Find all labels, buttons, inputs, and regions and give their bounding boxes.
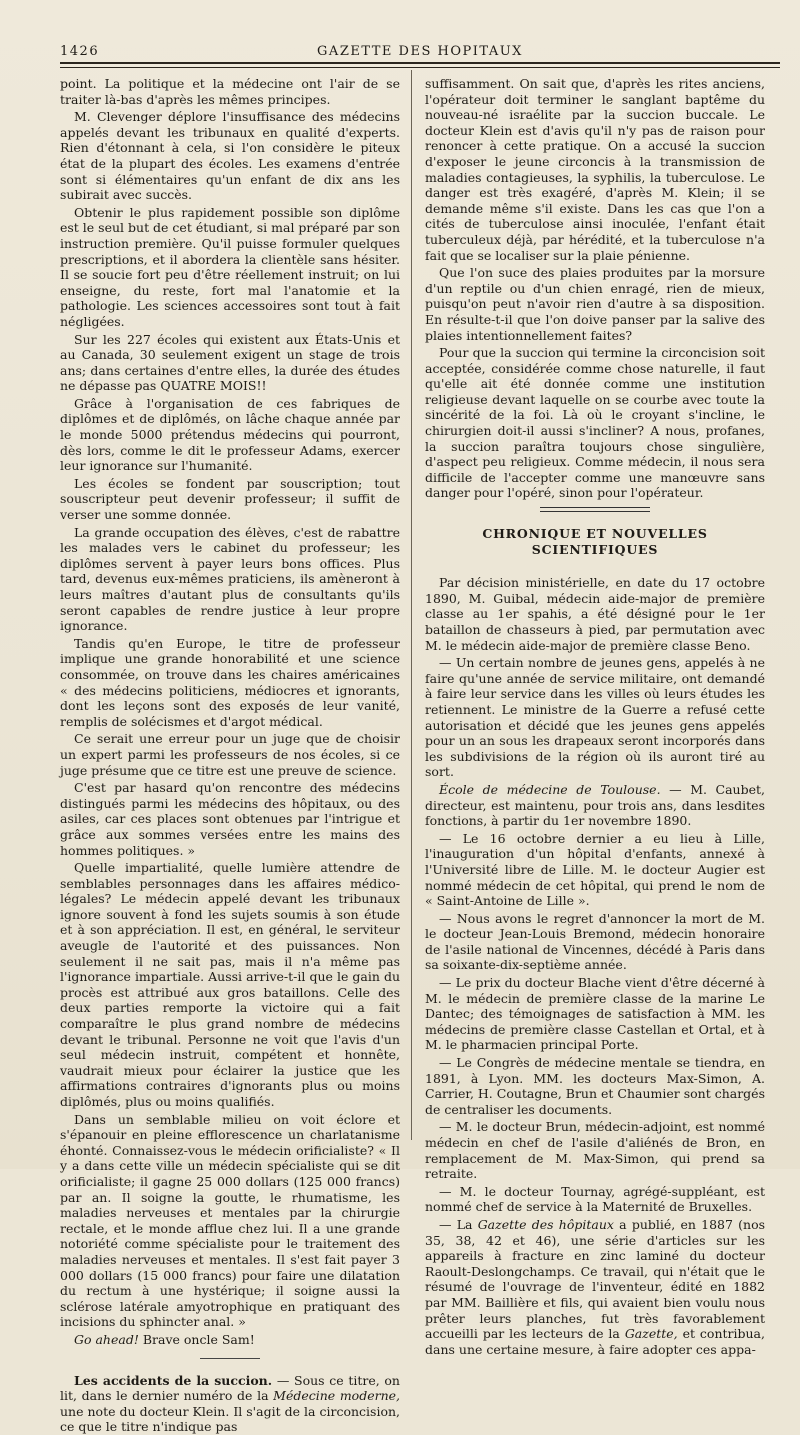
paragraph: Que l'on suce des plaies produites par la morsure d'un reptile ou d'un chien enragé, rien de mieux, puisqu'on peut n'avoir rien d'autre à sa disposition. En résulte-t-il que l'on doive panser par la salive des plaies intentionnellement faites? — [425, 265, 765, 343]
accidents-rest: une note du docteur Klein. Il s'agit de la circoncision, ce que le titre n'indique pas — [60, 1403, 400, 1435]
paragraph: Quelle impartialité, quelle lumière attendre de semblables personnages dans les affaires médico-légales? Le médecin appelé devant les tribunaux ignore souvent à fond les sujets soumis à son étude et à son appréciation. Il est, en général, le serviteur aveugle de l'autorité et des puissances. Non seulement il ne sait pas, mais il n'a même pas l'ignorance impartiale. Aussi arrive-t-il que le gain du procès est attribué aux gros bataillons. Celle des deux parties remporte la victoire qui a fait comparaître le plus grand nombre de médecins devant le tribunal. Personne ne voit que l'avis d'un seul médecin instruit, compétent et honnête, vaudrait mieux pour éclairer la justice que les affirmations contraires d'ignorants plus ou moins diplômés, plus ou moins qualifiés. — [60, 860, 400, 1109]
paragraph: Sur les 227 écoles qui existent aux États-Unis et au Canada, 30 seulement exigent un stage de trois ans; dans certaines d'entre elles, la durée des études ne dépasse pas QUATRE MOIS!! — [60, 331, 400, 394]
news-item: — Le 16 octobre dernier a eu lieu à Lille, l'inauguration d'un hôpital d'enfants, annexé à l'Université libre de Lille. M. le docteur Augier est nommé médecin de cet hôpital, qui prend le nom de « Saint-Antoine de Lille ». — [425, 830, 765, 909]
paragraph: Grâce à l'organisation de ces fabriques de diplômes et de diplômés, on lâche chaque année par le monde 5000 prétendus médecins qui pourront, dès lors, comme le dit le professeur Adams, exercer leur ignorance sur l'humanité. — [60, 395, 400, 474]
paragraph: C'est par hasard qu'on rencontre des médecins distingués parmi les médecins des hôpitaux, ou des asiles, car ces places sont obtenues par l'intrigue et grâce aux sommes versées entre les mains des hommes politiques. » — [60, 780, 400, 858]
paragraph: M. Clevenger déplore l'insuffisance des médecins appelés devant les tribunaux en qualité d'experts. Rien d'étonnant à cela, si l'on considère le piteux état de la plupart des écoles. Les examens d'entrée sont si élémentaires qu'un enfant de dix ans les subirait avec succès. — [60, 109, 400, 203]
paragraph: Dans un semblable milieu on voit éclore et s'épanouir en pleine efflorescence un charlatanisme éhonté. Connaissez-vous le médecin orificialiste? « Il y a dans cette ville un médecin spécialiste qui se dit orificialiste; il gagne 25 000 dollars (125 000 francs) par an. Il soigne la goutte, le rhumatisme, les maladies nerveuses et mentales par la chirurgie rectale, et le monde afflue chez lui. Il a une grande notoriété comme spécialiste pour le traitement des maladies nerveuses et mentales. Il s'est fait payer 3 000 dollars (15 000 francs) pour faire une dilatation du rectum à une hystérique; il soigne aussi la sclérose latérale amyotrophique en pratiquant des incisions du sphincter anal. » — [60, 1111, 400, 1330]
page-header — [60, 38, 780, 60]
paragraph: Tandis qu'en Europe, le titre de professeur implique une grande honorabilité et une science consommée, on trouve dans les chaires américaines « des médecins politiciens, médiocres et ignorants, dont les leçons sont des exposés de leur vanité, remplis de solécismes et d'argot médical. — [60, 635, 400, 729]
go-ahead-italic: Go ahead! — [74, 1331, 139, 1347]
news-item: — M. le docteur Brun, médecin-adjoint, est nommé médecin en chef de l'asile d'aliénés de Bron, en remplacement de M. Max-Simon, qui prend sa retraite. — [425, 1119, 765, 1182]
ecole-text: — M. Caubet, directeur, est maintenu, pour trois ans, dans lesdites fonctions, à partir du 1er novembre 1890. — [425, 781, 766, 829]
news-item: Par décision ministérielle, en date du 17 octobre 1890, M. Guibal, médecin aide-major de première classe au 1er spahis, a été désigné pour le 1er bataillon de chasseurs à pied, par permutation avec M. le médecin aide-major de première classe Beno. — [425, 575, 765, 653]
news-item: — Le Congrès de médecine mentale se tiendra, en 1891, à Lyon. MM. les docteurs Max-Simon, A. Carrier, H. Coutagne, Brun et Chaumier sont chargés de centraliser les documents. — [425, 1055, 765, 1117]
news-item-last — [425, 1217, 765, 1357]
paragraph: Ce serait une erreur pour un juge que de choisir un expert parmi les professeurs de nos écoles, si ce juge présume que ce titre est une preuve de science. — [60, 731, 400, 778]
paragraph: Les écoles se fondent par souscription; tout souscripteur peut devenir professeur; il suffit de verser une somme donnée. — [60, 475, 400, 523]
paragraph: suffisamment. On sait que, d'après les rites anciens, l'opérateur doit terminer le sanglant baptême du nouveau-né israélite par la succion buccale. Le docteur Klein est d'avis qu'il n'y pas de raison pour renoncer à cette pratique. On a accusé la succion d'exposer le jeune circoncis à la transmission de maladies contagieuses, la syphilis, la tuberculose. Le danger est très exagéré, d'après M. Klein; il se demande même s'il existe. Dans les cas que l'on a cités de tuberculose ainsi inoculée, l'enfant était tuberculeux déjà, par hérédité, et la tuberculose n'a fait que se localiser sur la plaie pénienne. — [425, 76, 765, 263]
ornament-separator — [540, 507, 650, 512]
page-number: 1426 — [60, 44, 100, 59]
last-end: et contribua, dans une certaine mesure, à faire adopter ces appa- — [425, 1326, 765, 1357]
news-item: — Nous avons le regret d'annoncer la mort de M. le docteur Jean-Louis Bremond, médecin honoraire de l'asile national de Vincennes, décédé à Paris dans sa soixante-dix-septième année. — [425, 910, 765, 973]
paragraph: La grande occupation des élèves, c'est de rabattre les malades vers le cabinet du professeur; les diplômes servent à payer leurs bons offices. Plus tard, devenus eux-mêmes praticiens, ils amèneront à leurs maîtres d'autant plus de consultants qu'ils seront capables de rendre justice à leur propre ignorance. — [60, 524, 400, 634]
paragraph: Obtenir le plus rapidement possible son diplôme est le seul but de cet étudiant, si mal préparé par son instruction première. Qu'il puisse formuler quelques prescriptions, et il abordera la clientèle sans hésiter. Il se soucie fort peu d'être réellement instruit; on lui enseigne, du reste, fort mal l'anatomie et la pathologie. Les sciences accessoires sont tout à fait négligées. — [60, 204, 401, 329]
accidents-title: Les accidents de la succion. — [74, 1372, 273, 1388]
section-title: CHRONIQUE ET NOUVELLES SCIENTIFIQUES — [482, 526, 708, 557]
last-lead: — La — [439, 1216, 478, 1232]
go-ahead-line — [60, 1332, 400, 1348]
accidents-paragraph — [60, 1373, 400, 1435]
go-ahead-rest: Brave oncle Sam! — [138, 1331, 255, 1347]
left-column — [60, 76, 401, 1435]
news-item-ecole — [425, 782, 765, 829]
column-divider — [411, 70, 412, 1140]
right-column — [425, 76, 766, 1357]
news-item: — Le prix du docteur Blache vient d'être décerné à M. le médecin de première classe de la marine Le Dantec; des témoignages de satisfaction à MM. les médecins de première classe Castellan et Ortal, et à M. le pharmacien principal Porte. — [425, 975, 765, 1053]
paragraph: point. La politique et la médecine ont l'air de se traiter là-bas d'après les mêmes principes. — [60, 76, 400, 107]
paragraph: Pour que la succion qui termine la circoncision soit acceptée, considérée comme chose naturelle, il faut qu'elle ait été donnée comme une institution religieuse devant laquelle on se courbe avec toute la sincérité de la foi. Là où le croyant s'incline, le chirurgien doit-il aussi s'incliner? A nous, profanes, la succion paraîtra toujours chose singulière, d'aspect peu religieux. Comme médecin, il nous sera difficile de l'accepter comme une manœuvre sans danger pour l'opéré, sinon pour l'opérateur. — [425, 345, 765, 501]
header-rule — [60, 62, 780, 68]
section-separator — [200, 1358, 260, 1359]
ecole-title: École de médecine de Toulouse. — [439, 781, 661, 797]
journal-title: GAZETTE DES HOPITAUX — [317, 44, 523, 59]
last-italic: Gazette des hôpitaux — [477, 1216, 614, 1232]
accidents-text: — Sous ce titre, on lit, dans le dernier numéro de la — [60, 1372, 400, 1404]
news-item: — M. le docteur Tournay, agrégé-suppléant, est nommé chef de service à la Maternité de Bruxelles. — [425, 1183, 765, 1215]
accidents-journal: Médecine moderne, — [273, 1388, 400, 1404]
news-item: — Un certain nombre de jeunes gens, appelés à ne faire qu'une année de service militaire, ont demandé à faire leur service dans les villes où leurs études les retiennent. Le ministre de la Guerre a refusé cette autorisation et décidé que les jeunes gens appelés pour un an sous les drapeaux seront incorporés dans les subdivisions de la région où ils auront tiré au sort. — [425, 655, 765, 780]
last-italic-2: Gazette, — [624, 1326, 678, 1342]
last-mid: a publié, en 1887 (nos 35, 38, 42 et 46), une série d'articles sur les appareils à fracture en zinc laminé du docteur Raoult-Deslongchamps. Ce travail, qui n'était que le résumé de l'ouvrage de l'inventeur, édité en 1882 par MM. Baillière et fils, qui avaient bien voulu nous prêter leurs planches, fut très favorablement accueilli par les lecteurs de la — [425, 1216, 766, 1342]
